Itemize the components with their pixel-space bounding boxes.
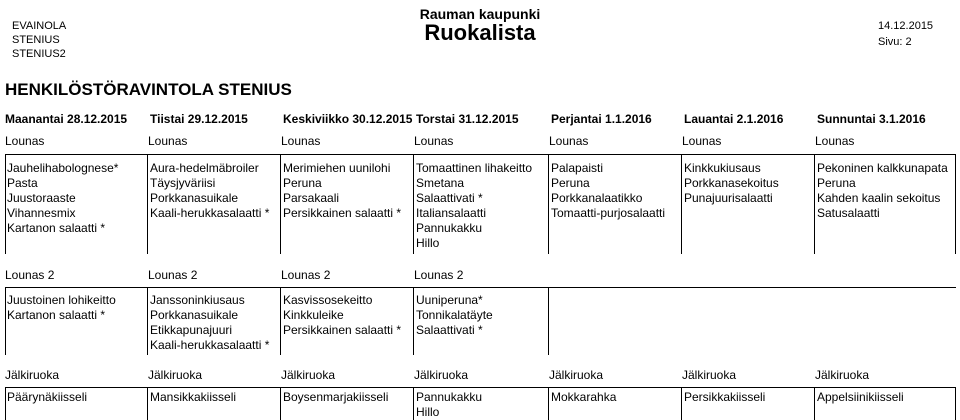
- day-heading: Sunnuntai 3.1.2016: [817, 112, 926, 126]
- meal-label: Jälkiruoka: [549, 368, 604, 382]
- meal-label: Lounas: [5, 134, 45, 148]
- meal-label: Lounas: [815, 134, 855, 148]
- column-separator: [814, 387, 815, 420]
- meal-label: Lounas: [148, 134, 188, 148]
- menu-item: Merimiehen uunilohi: [283, 161, 391, 175]
- menu-item: Kaali-herukkasalaatti *: [150, 206, 270, 220]
- menu-item: Italiansalaatti: [416, 206, 487, 220]
- meal-label: Jälkiruoka: [148, 368, 203, 382]
- menu-item: Uuniperuna*: [416, 293, 483, 307]
- menu-item: Persikkainen salaatti *: [283, 323, 402, 337]
- menu-item: Aura-hedelmäbroiler: [150, 161, 259, 175]
- meal-label: Jälkiruoka: [5, 368, 60, 382]
- column-separator: [147, 387, 148, 420]
- column-separator: [280, 154, 281, 254]
- menu-item: Salaattivati *: [416, 323, 483, 337]
- menu-item: Janssoninkiusaus: [150, 293, 245, 307]
- header-left-line-2: STENIUS: [12, 34, 60, 46]
- column-separator: [413, 287, 414, 355]
- menu-item: Vihannesmix: [7, 206, 76, 220]
- menu-item: Tomaatti-purjosalaatti: [551, 206, 666, 220]
- menu-item: Porkkanalaatikko: [551, 191, 643, 205]
- menu-item: Persikkainen salaatti *: [283, 206, 402, 220]
- header-left-line-1: EVAINOLA: [12, 20, 67, 32]
- menu-item: Appelsiinikiisseli: [817, 390, 904, 404]
- day-heading: Tiistai 29.12.2015: [150, 112, 248, 126]
- column-separator: [814, 154, 815, 254]
- menu-item: Porkkanasekoitus: [684, 176, 779, 190]
- menu-item: Kahden kaalin sekoitus: [817, 191, 941, 205]
- meal-label: Lounas: [281, 134, 321, 148]
- menu-item: Juustoraaste: [7, 191, 76, 205]
- menu-item: Pannukakku: [416, 221, 483, 235]
- meal-label: Jälkiruoka: [815, 368, 870, 382]
- day-heading: Maanantai 28.12.2015: [5, 112, 128, 126]
- menu-item: Tonnikalatäyte: [416, 308, 493, 322]
- column-separator: [548, 154, 549, 254]
- meal-label: Lounas: [549, 134, 589, 148]
- column-separator: [548, 287, 549, 355]
- menu-item: Peruna: [817, 176, 856, 190]
- page-title: Ruokalista: [424, 20, 536, 45]
- meal-label: Lounas 2: [148, 268, 198, 282]
- column-separator: [5, 387, 6, 420]
- meal-label: Lounas: [414, 134, 454, 148]
- day-heading: Torstai 31.12.2015: [416, 112, 519, 126]
- restaurant-name: HENKILÖSTÖRAVINTOLA STENIUS: [5, 80, 292, 99]
- column-separator: [681, 387, 682, 420]
- day-heading: Perjantai 1.1.2016: [551, 112, 652, 126]
- menu-item: Täysjyväriisi: [150, 176, 216, 190]
- menu-item: Hillo: [416, 405, 440, 419]
- menu-item: Punajuurisalaatti: [684, 191, 773, 205]
- menu-item: Salaattivati *: [416, 191, 483, 205]
- menu-item: Pasta: [7, 176, 38, 190]
- menu-item: Peruna: [283, 176, 322, 190]
- menu-item: Etikkapunajuuri: [150, 323, 233, 337]
- column-separator: [413, 387, 414, 420]
- menu-item: Tomaattinen lihakeitto: [416, 161, 533, 175]
- menu-item: Päärynäkiisseli: [7, 390, 88, 404]
- column-separator: [413, 154, 414, 254]
- organization-name: Rauman kaupunki: [419, 6, 541, 22]
- meal-label: Lounas 2: [414, 268, 464, 282]
- menu-item: Kasvissosekeitto: [283, 293, 373, 307]
- meal-label: Jälkiruoka: [281, 368, 336, 382]
- menu-item: Hillo: [416, 236, 440, 250]
- column-separator: [147, 287, 148, 355]
- menu-item: Jauhelihabolognese*: [7, 161, 119, 175]
- menu-item: Boysenmarjakiisseli: [283, 390, 389, 404]
- menu-item: Parsakaali: [283, 191, 340, 205]
- meal-label: Lounas 2: [281, 268, 331, 282]
- meal-label: Jälkiruoka: [682, 368, 737, 382]
- column-separator: [147, 154, 148, 254]
- column-separator: [681, 154, 682, 254]
- menu-item: Pannukakku: [416, 390, 483, 404]
- menu-item: Persikkakiisseli: [684, 390, 766, 404]
- column-separator: [548, 387, 549, 420]
- menu-item: Mansikkakiisseli: [150, 390, 237, 404]
- menu-item: Smetana: [416, 176, 465, 190]
- page-number: Sivu: 2: [878, 36, 912, 48]
- menu-item: Pekoninen kalkkunapata: [817, 161, 948, 175]
- print-date: 14.12.2015: [878, 20, 934, 32]
- column-separator: [280, 287, 281, 355]
- day-heading: Keskiviikko 30.12.2015: [283, 112, 413, 126]
- menu-item: Porkkanasuikale: [150, 191, 239, 205]
- header-left-line-3: STENIUS2: [12, 48, 66, 60]
- column-separator: [955, 387, 956, 420]
- menu-item: Kaali-herukkasalaatti *: [150, 338, 270, 352]
- menu-item: Juustoinen lohikeitto: [7, 293, 116, 307]
- meal-label: Lounas: [682, 134, 722, 148]
- menu-item: Palapaisti: [551, 161, 604, 175]
- meal-label: Jälkiruoka: [414, 368, 469, 382]
- menu-item: Satusalaatti: [817, 206, 880, 220]
- meal-label: Lounas 2: [5, 268, 55, 282]
- day-heading: Lauantai 2.1.2016: [684, 112, 784, 126]
- menu-item: Mokkarahka: [551, 390, 617, 404]
- menu-item: Kinkkukiusaus: [684, 161, 761, 175]
- column-separator: [5, 154, 6, 254]
- menu-item: Peruna: [551, 176, 590, 190]
- column-separator: [5, 287, 6, 355]
- column-separator: [280, 387, 281, 420]
- menu-item: Kartanon salaatti *: [7, 308, 106, 322]
- menu-item: Kinkkuleike: [283, 308, 344, 322]
- menu-item: Porkkanasuikale: [150, 308, 239, 322]
- column-separator: [955, 154, 956, 254]
- menu-item: Kartanon salaatti *: [7, 221, 106, 235]
